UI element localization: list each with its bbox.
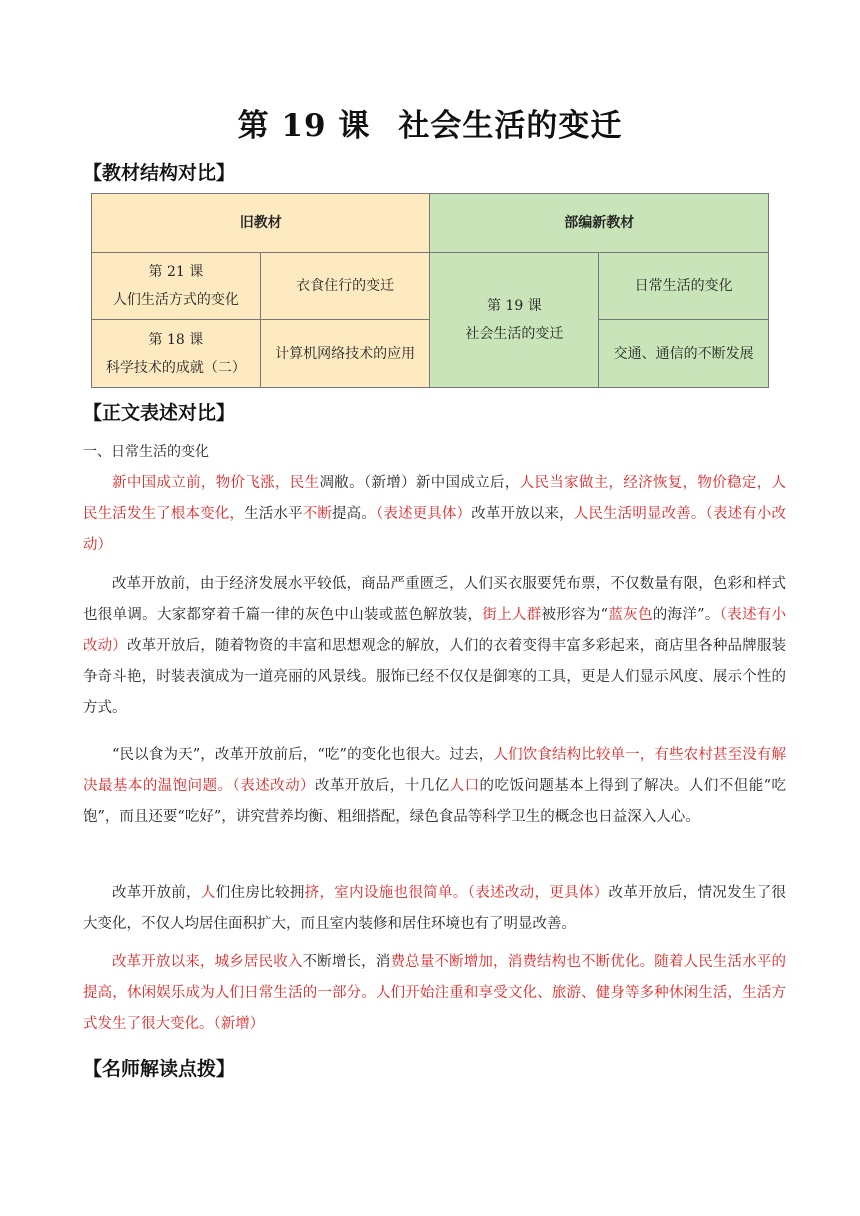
highlighted-text-run: 街上人群	[482, 607, 542, 623]
text-run: 改革开放后，情况发生了很大变化，不仅人均居住面积扩大，而且室内装修和居住环境也有了明显改善。	[83, 885, 787, 932]
title-lesson: 第 19 课	[237, 108, 371, 144]
text-run: 凋敝。（新增）新中国成立后，	[319, 475, 520, 491]
new-topic-transport: 交通、通信的不断发展	[599, 320, 769, 388]
old-lesson-21-title: 人们生活方式的变化	[112, 292, 239, 308]
highlighted-text-run: 改革开放以来，城乡居民收入	[112, 954, 303, 970]
highlighted-text-run: 费总量不断增加，消费结构也不断优化。随着人民生活水平的提高，休闲娱乐成为人们日常生活的一部分。人们开始注重和享受文化、旅游、健身等多种休闲生活，生活方式发生了很大变化。（新增）	[83, 954, 787, 1032]
text-run: 提高。	[332, 506, 376, 522]
new-topic-daily-life: 日常生活的变化	[599, 253, 769, 320]
new-lesson-19-title: 社会生活的变迁	[465, 326, 564, 342]
old-lesson-18-number: 第 18 课	[148, 331, 204, 348]
old-lesson-18-topic: 计算机网络技术的应用	[260, 320, 430, 388]
highlighted-text-run: 人民生活明显改善。（表述有小改动）	[83, 506, 787, 553]
paragraph-prices	[83, 468, 786, 561]
old-textbook-header: 旧教材	[92, 194, 430, 253]
text-run: 改革开放以来，	[471, 506, 574, 522]
section-heading-teacher: 【名师解读点拨】	[83, 1058, 236, 1080]
highlighted-text-run: （表述更具体）	[375, 506, 472, 522]
highlighted-text-run: 人	[200, 885, 216, 901]
text-run: 的海洋”。	[652, 607, 720, 623]
text-run: 改革开放后，随着物资的丰富和思想观念的解放，人们的衣着变得丰富多彩起来，商店里各种品牌服装争奇斗艳，时装表演成为一道亮丽的风景线。服饰已经不仅仅是御寒的工具，更是人们显示风度、展示个性的方式。	[83, 638, 787, 716]
new-lesson-19-number: 第 19 课	[486, 298, 542, 314]
highlighted-text-run: 人民当家做主，经济恢复，物价稳定，人民生活发生了根本变化，	[83, 475, 787, 522]
subheading-daily-life: 一、日常生活的变化	[83, 444, 209, 460]
paragraph-clothing	[83, 569, 786, 724]
text-run: 生活水平	[244, 506, 303, 522]
highlighted-text-run: 人口	[449, 778, 480, 794]
highlighted-text-run: 人们饮食结构比较单一，有些农村甚至没有解决最基本的温饱问题。（表述改动）	[83, 747, 787, 794]
new-lesson-19-cell	[430, 253, 599, 388]
section-heading-structure: 【教材结构对比】	[83, 162, 236, 184]
text-run: 不断增长，消	[302, 954, 391, 970]
comparison-table	[91, 193, 769, 388]
paragraph-food	[83, 740, 786, 833]
text-run: 改革开放前，	[112, 885, 201, 901]
highlighted-text-run: 不断	[302, 506, 332, 522]
text-run: 改革开放后，十几亿	[315, 778, 450, 794]
text-run: “民以食为天”，改革开放前后，“吃”的变化也很大。过去，	[112, 747, 494, 763]
text-run: 被形容为“	[541, 607, 609, 623]
old-lesson-21-topic: 衣食住行的变迁	[260, 253, 430, 320]
highlighted-text-run: （表述有小改动）	[83, 607, 787, 654]
paragraph-leisure	[83, 947, 786, 1040]
new-textbook-header: 部编新教材	[430, 194, 769, 253]
old-lesson-21-number: 第 21 课	[148, 264, 204, 280]
highlighted-text-run: 蓝灰色	[608, 607, 653, 623]
title-topic: 社会生活的变迁	[398, 108, 623, 144]
text-run: 改革开放前，由于经济发展水平较低，商品严重匮乏，人们买衣服要凭布票，不仅数量有限，色彩和样式也很单调。大家都穿着千篇一律的灰色中山装或蓝色解放装，	[83, 576, 786, 623]
old-lesson-21-cell	[92, 253, 261, 320]
text-run: 们住房比较拥	[215, 885, 305, 901]
highlighted-text-run: 挤，室内设施也很简单。（表述改动，更具体）	[304, 885, 609, 901]
section-heading-text: 【正文表述对比】	[83, 402, 236, 424]
text-run: 的吃饭问题基本上得到了解决。人们不但能“吃饱”，而且还要“吃好”，讲究营养均衡、粗细搭配，绿色食品等科学卫生的概念也日益深入人心。	[83, 778, 787, 825]
old-lesson-18-cell	[92, 320, 261, 388]
page-title	[0, 100, 860, 145]
paragraph-housing	[83, 878, 786, 940]
highlighted-text-run: 新中国成立前，物价飞涨，民生	[112, 475, 320, 491]
old-lesson-18-title: 科学技术的成就（二）	[105, 359, 246, 376]
